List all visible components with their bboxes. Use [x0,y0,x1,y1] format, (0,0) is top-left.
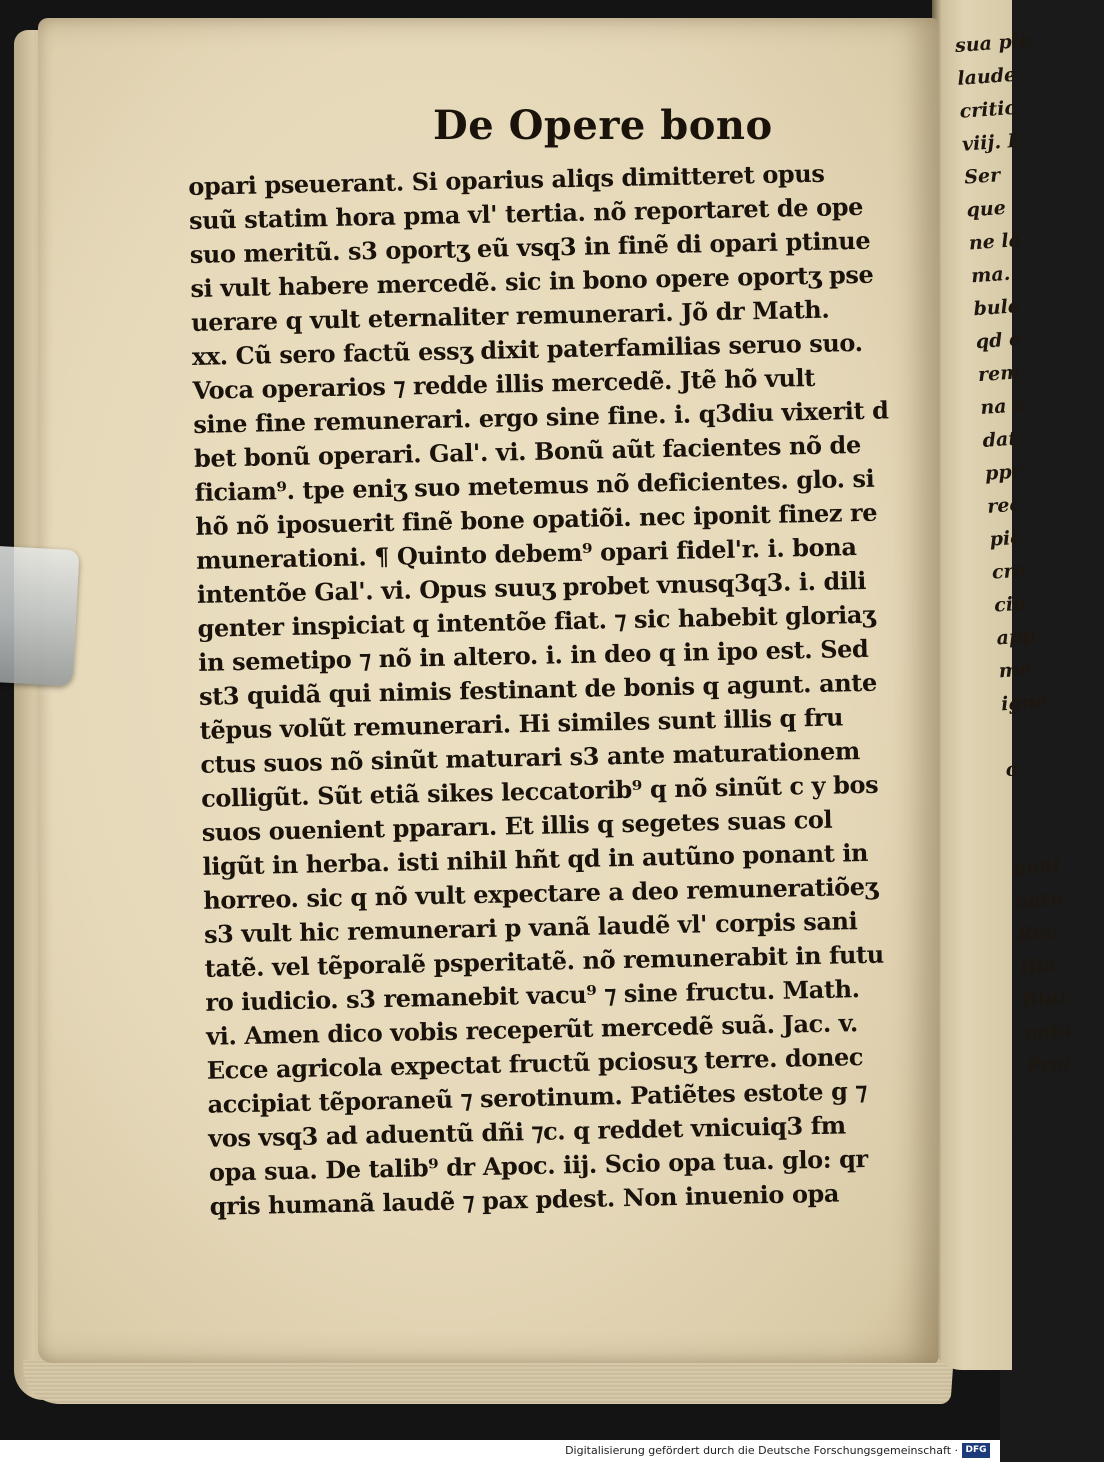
text-line: hõ nõ iposuerit finẽ bone opatiõi. nec iponit finez re [195,497,878,541]
footer-credit: Digitalisierung gefördert durch die Deutsche Forschungsgemeinschaft · [565,1444,958,1457]
facing-text-line: que [965,196,1007,222]
dfg-logo-icon: DFG [962,1443,990,1458]
text-line: horreo. sic q nõ vult expectare a deo remuneratiõeʒ [202,871,879,915]
text-line: suo meritũ. s3 oportʒ eũ vsq3 in finẽ di opari ptinue [189,225,871,269]
facing-text-line: o [1004,758,1020,782]
text-line: Ecce agricola expectat fructũ pciosuʒ terre. donec [206,1042,864,1085]
text-line: opari pseuerant. Si oparius aliqs dimitteret opus [188,158,825,201]
text-line: tatẽ. vel tẽporalẽ psperitatẽ. nõ remunerabit in futu [204,939,885,983]
facing-text-line: laude [956,63,1017,90]
facing-text-line: Prol [1025,1052,1072,1078]
text-line: s3 vult hic remunerari p vanã laudẽ vl' corpis sani [203,906,858,949]
facing-text-line: Blur [1021,986,1070,1012]
facing-text-line: nata [1023,1019,1073,1045]
text-line: sine fine remunerari. ergo sine fine. i. q3diu vixerit d [193,395,889,439]
facing-text-line [1009,815,1081,853]
facing-text-line: rec [986,493,1022,518]
facing-text-line: me [998,658,1032,683]
text-line: accipiat tẽporaneũ ⁊ serotinum. Patiẽtes estote g ⁊ [207,1075,868,1119]
facing-page-text [954,25,1097,1083]
text-line: tẽpus volũt remunerari. Hi similes sunt illis q fru [199,702,844,745]
text-line: vi. Amen dico vobis receperũt mercedẽ suã. Jac. v. [205,1008,859,1051]
facing-text-line: ueni [1011,854,1061,880]
facing-text-line: sua ple [954,29,1032,57]
facing-text-line: bule [972,295,1021,321]
page-text-block [188,155,910,1223]
book-page [38,18,938,1363]
text-line: genter inspiciat q intentõe fiat. ⁊ sic habebit gloriaʒ [197,599,876,643]
text-line: qris humanã laudẽ ⁊ pax pdest. Non inuenio opa [209,1178,840,1221]
facing-text-line: na e [979,393,1026,420]
text-line: xx. Cũ sero factũ essʒ dixit paterfamilias seruo suo. [191,327,863,371]
text-line: in semetipo ⁊ nõ in altero. i. in deo q in ipo est. Sed [198,633,869,677]
facing-text-line [1002,716,1074,754]
facing-text-line: natu [1014,887,1065,913]
text-line: ro iudicio. s3 remanebit vacu⁹ ⁊ sine fructu. Math. [205,974,860,1017]
text-line: ficiam⁹. tpe eniʒ suo metemus nõ deficientes. glo. si [194,463,875,507]
text-line: ligũt in herba. isti nihil hñt qd in autũno ponant in [202,837,869,881]
facing-text-line [1007,782,1079,820]
facing-text-line: rem [977,361,1022,387]
text-line: bet bonũ operari. Gal'. vi. Bonũ aũt facientes nõ de [193,429,862,473]
page-title: De Opere bono [433,102,773,149]
text-line: suos ouenient ppararı. Et illis q segetes suas col [201,804,833,847]
text-line: suũ statim hora pma vl' tertia. nõ reportaret de ope [188,191,864,235]
text-line: st3 quidã qui nimis festinant de bonis q agunt. ante [198,667,878,711]
text-line: uerare q vult eternaliter remunerari. Jõ dr Math. [190,294,830,337]
text-line: intentõe Gal'. vi. Opus suuʒ probet vnusq3q3. i. dili [196,565,867,609]
facing-page [932,0,1073,1370]
facing-text-line: dat [981,427,1018,452]
facing-text-line: qd e [975,328,1022,354]
facing-text-line: critic [958,96,1017,123]
facing-text-line: pic [988,526,1023,551]
facing-text-line: cre [991,559,1027,584]
text-line: ctus suos nõ sinũt maturari s3 ante maturationem [200,736,861,779]
facing-text-line: viij. E [961,129,1023,156]
facing-text-line: Rec [1016,921,1058,946]
text-line: colligũt. Sũt etiã sikes leccatorib⁹ q nõ sinũt c y bos [200,769,879,813]
text-line: si vult habere mercedẽ. sic in bono opere oportʒ pse [190,259,874,303]
text-line: Voca operarios ⁊ redde illis mercedẽ. Jtẽ hõ vult [192,362,816,405]
bookmark-clip [0,546,79,686]
text-line: munerationi. ¶ Quinto debem⁹ opari fidel'r. i. bona [195,532,857,575]
facing-text-line: cio [993,592,1027,617]
facing-text-line: Ser [963,164,1001,189]
facing-text-line: igne [1000,690,1049,716]
text-line: vos vsq3 ad aduentũ dñi ⁊c. q reddet vnicuiq3 fm [207,1110,846,1153]
facing-text-line: app [995,624,1037,650]
page-edges [20,1360,953,1404]
facing-text-line: ne la [968,228,1022,255]
facing-text-line: ma. [970,262,1011,288]
facing-text-line: ppr [984,460,1023,485]
facing-text-line: Bla [1018,954,1056,979]
footer-bar [0,1440,1000,1462]
text-line: opa sua. De talib⁹ dr Apoc. iij. Scio opa tua. glo: qr [208,1143,869,1187]
